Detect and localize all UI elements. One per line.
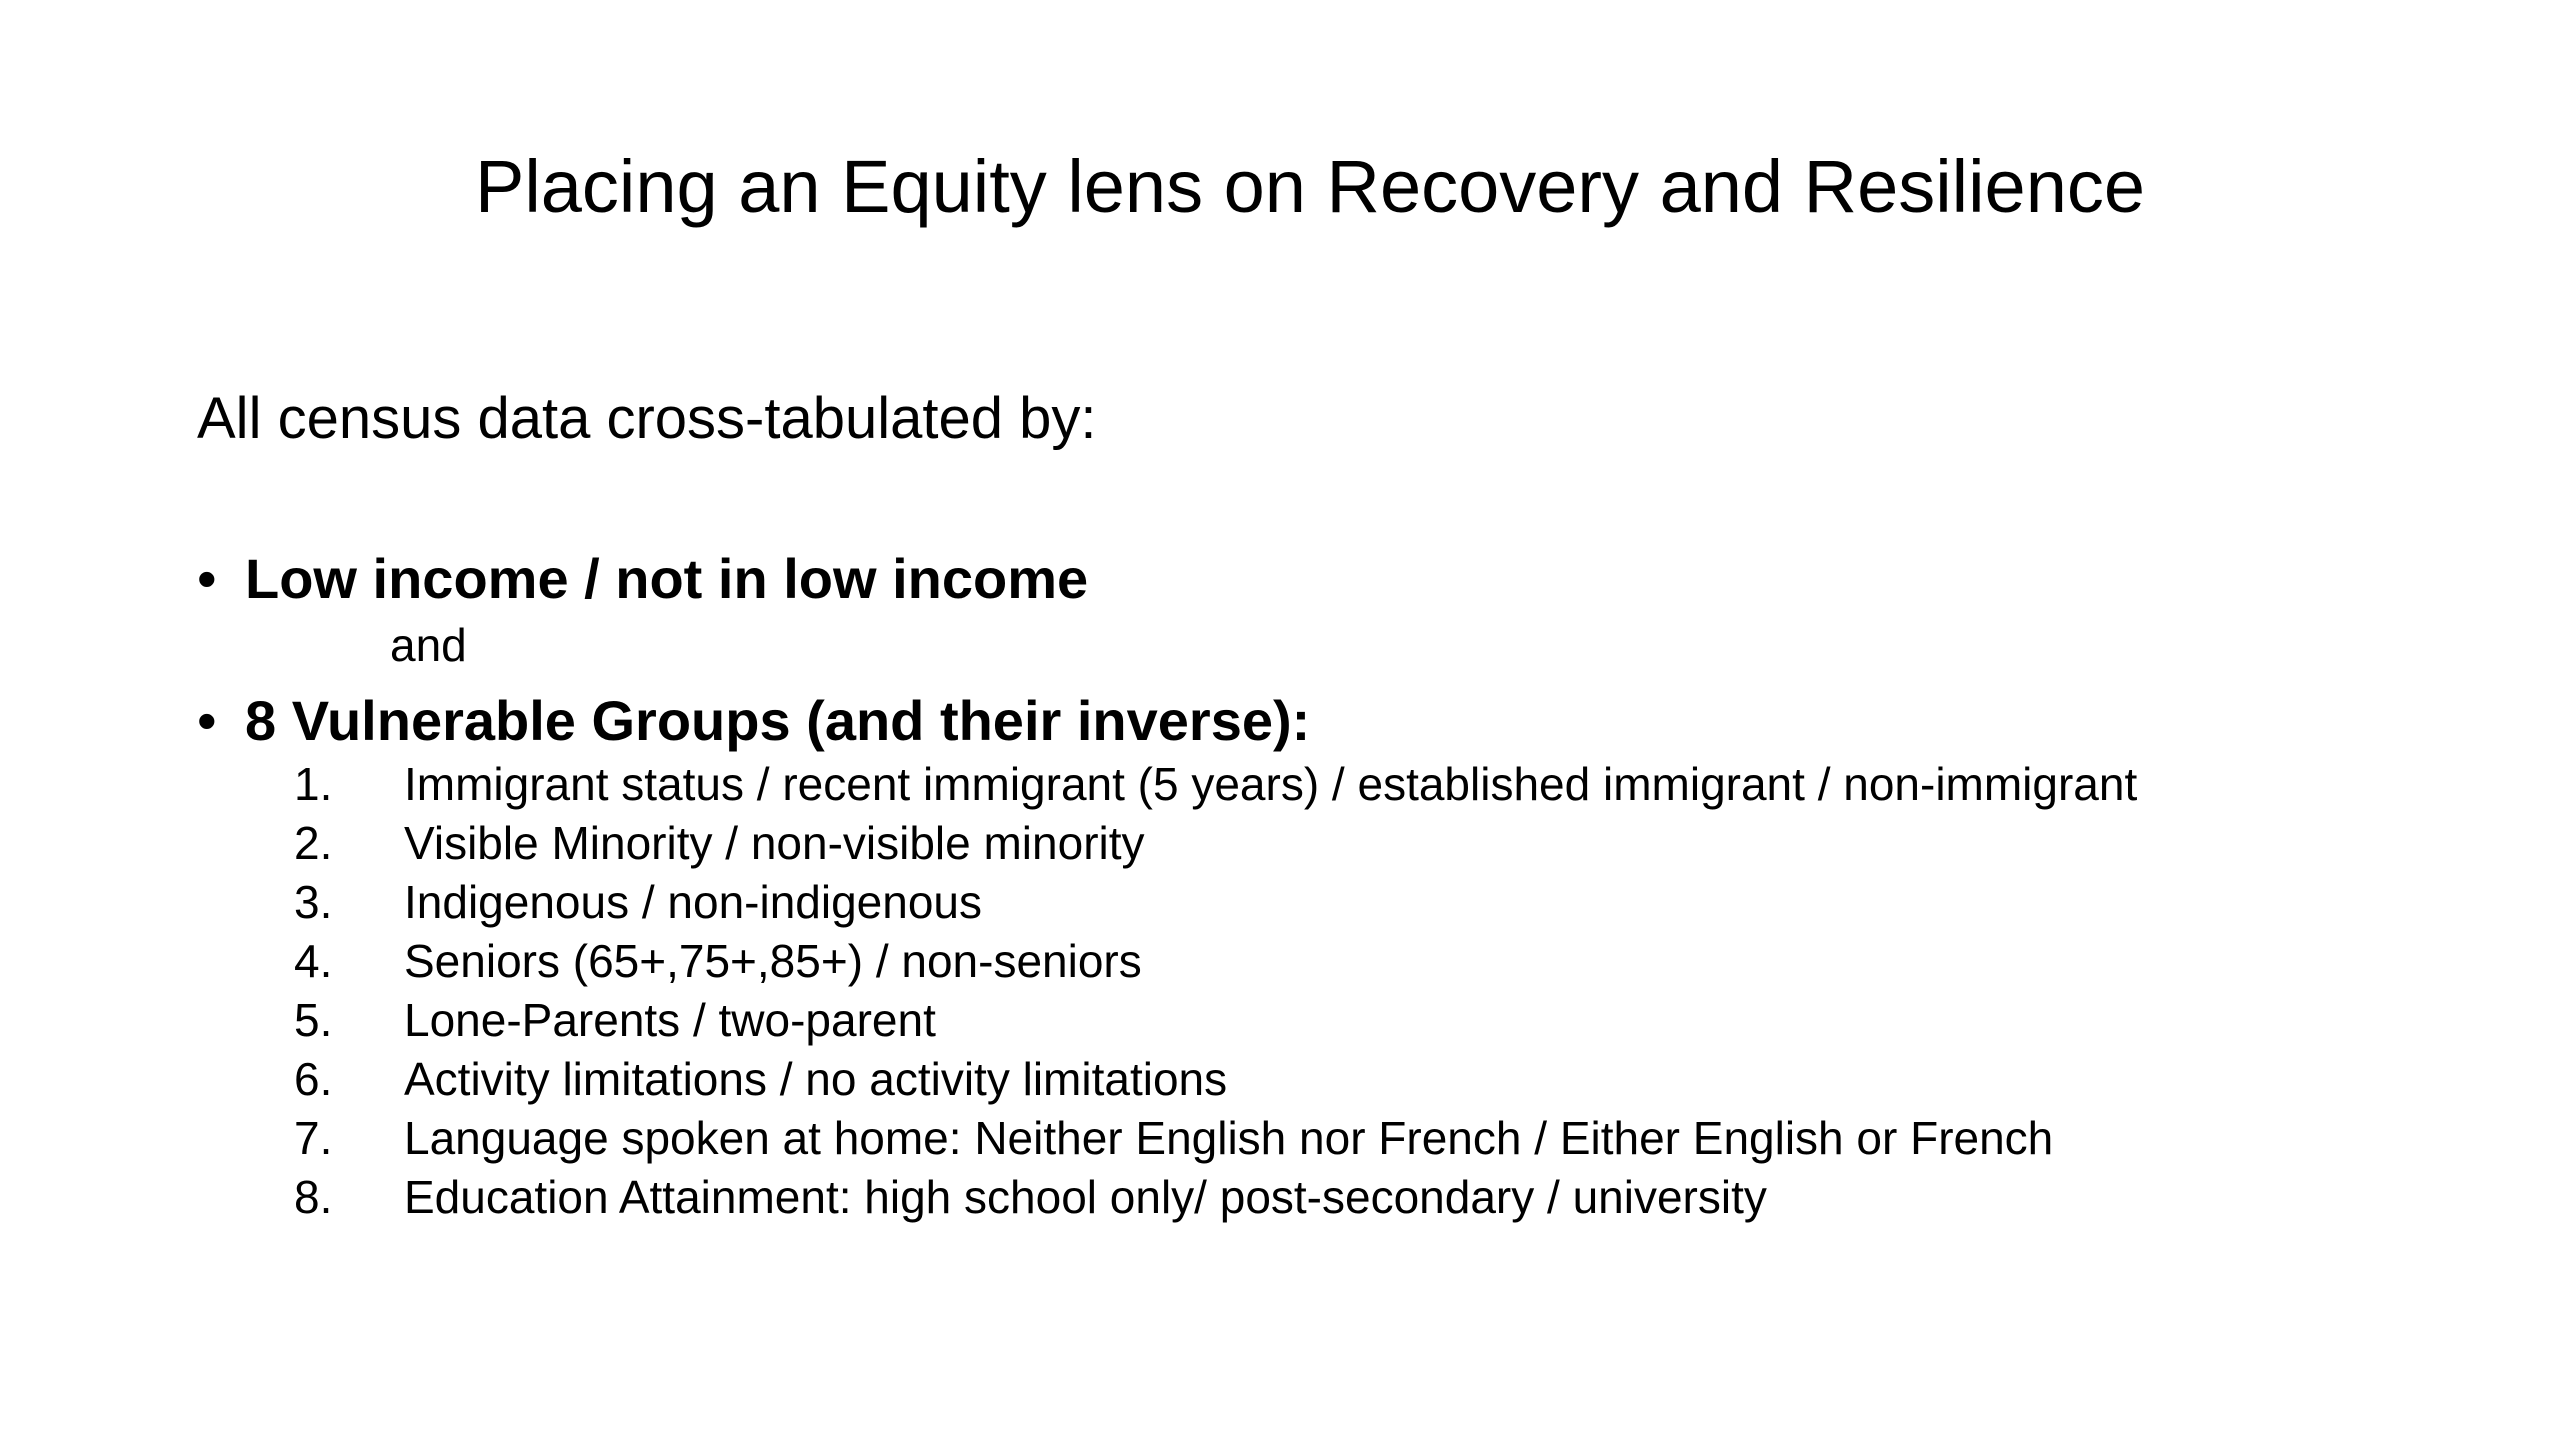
list-number: 6.	[294, 1053, 333, 1105]
bullet-low-income	[197, 546, 1088, 611]
list-number: 7.	[294, 1112, 333, 1164]
bullet-dot-icon: •	[197, 547, 217, 610]
list-item	[294, 755, 2137, 814]
list-item	[294, 814, 2137, 873]
list-item	[294, 1050, 2137, 1109]
bullet-label: Low income / not in low income	[245, 547, 1089, 610]
list-number: 8.	[294, 1171, 333, 1223]
list-number: 4.	[294, 935, 333, 987]
list-item	[294, 932, 2137, 991]
list-number: 5.	[294, 994, 333, 1046]
list-item	[294, 1109, 2137, 1168]
list-text: Lone-Parents / two-parent	[404, 994, 936, 1046]
list-text: Language spoken at home: Neither English nor French / Either English or French	[404, 1112, 2054, 1164]
list-text: Education Attainment: high school only/ post-secondary / university	[404, 1171, 1767, 1223]
list-text: Immigrant status / recent immigrant (5 years) / established immigrant / non-immigrant	[404, 758, 2138, 810]
list-text: Activity limitations / no activity limitations	[404, 1053, 1228, 1105]
bullet-vulnerable-groups	[197, 688, 1310, 753]
list-number: 2.	[294, 817, 333, 869]
list-item	[294, 1168, 2137, 1227]
bullet-dot-icon: •	[197, 689, 217, 752]
list-item	[294, 991, 2137, 1050]
bullet-label: 8 Vulnerable Groups (and their inverse):	[245, 689, 1311, 752]
intro-text: All census data cross-tabulated by:	[197, 386, 1097, 451]
vulnerable-groups-list	[294, 755, 2137, 1227]
slide-title: Placing an Equity lens on Recovery and Resilience	[474, 145, 2146, 228]
list-text: Indigenous / non-indigenous	[404, 876, 983, 928]
list-text: Visible Minority / non-visible minority	[404, 817, 1145, 869]
list-item	[294, 873, 2137, 932]
list-number: 3.	[294, 876, 333, 928]
list-number: 1.	[294, 758, 333, 810]
list-text: Seniors (65+,75+,85+) / non-seniors	[404, 935, 1142, 987]
connector-text: and	[390, 619, 467, 671]
